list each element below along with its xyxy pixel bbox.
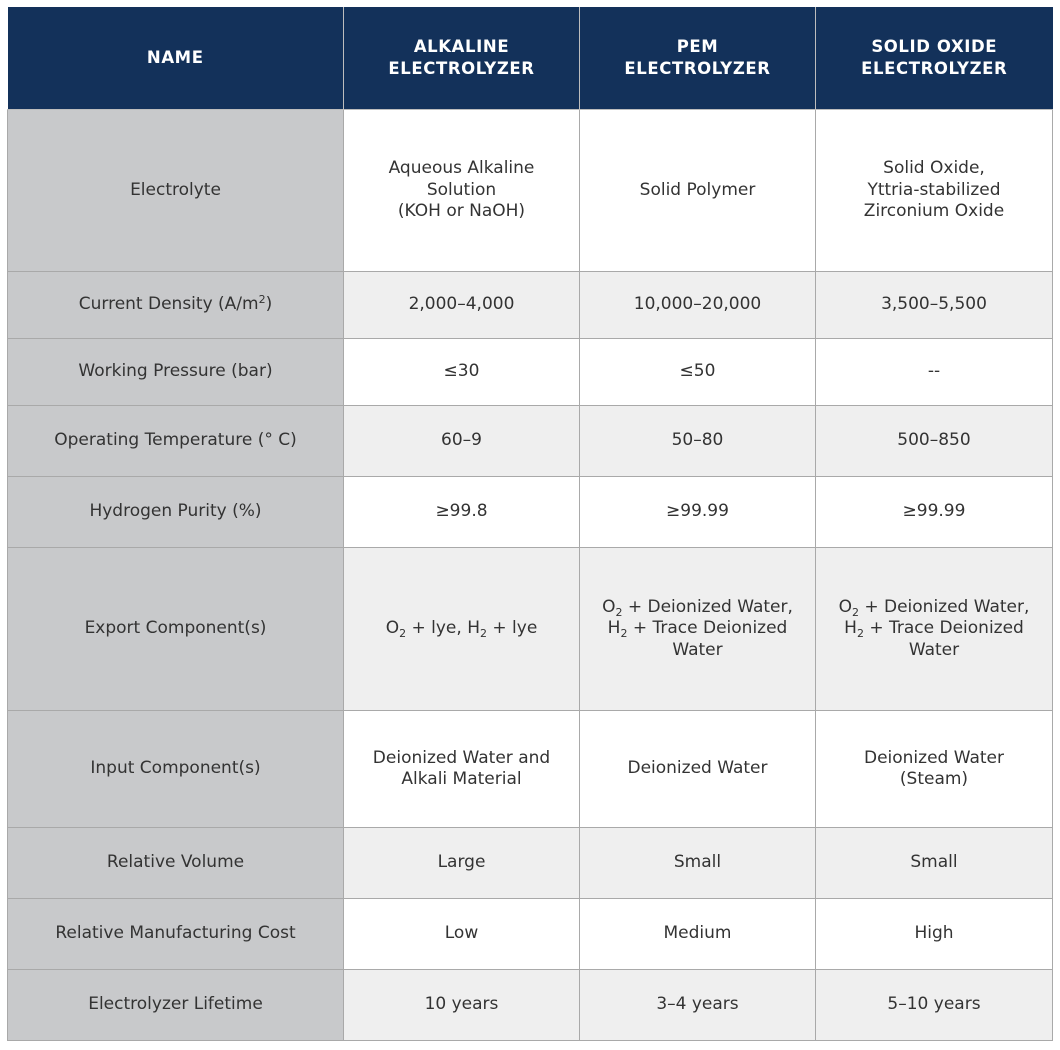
header-pem-line2: ELECTROLYZER (624, 59, 771, 78)
cell-subscript: 2 (851, 605, 859, 619)
cell-alkaline: 60–9 (344, 406, 580, 477)
cell-line: (Steam) (899, 769, 969, 789)
cell-text: + Deionized Water, (858, 596, 1030, 617)
cell-solid-oxide (816, 110, 1053, 272)
cell-text: + lye, H (406, 618, 480, 639)
cell-text: H (607, 618, 621, 639)
cell-alkaline (344, 548, 580, 711)
cell-line: (KOH or NaOH) (397, 201, 526, 222)
cell-solid-oxide: 5–10 years (816, 970, 1053, 1041)
cell-solid-oxide: -- (816, 339, 1053, 406)
table-row-input-components (8, 711, 1053, 828)
cell-solid-oxide: High (816, 899, 1053, 970)
header-name (8, 7, 344, 110)
cell-pem: Small (580, 828, 816, 899)
header-row (8, 7, 1053, 110)
cell-line: Solid Oxide, (883, 158, 985, 179)
cell-text: O (385, 618, 400, 639)
row-label: Relative Volume (8, 828, 344, 899)
row-label: Working Pressure (bar) (8, 339, 344, 406)
cell-subscript: 2 (856, 627, 864, 641)
cell-subscript: 2 (399, 627, 407, 641)
cell-text: + Deionized Water, (622, 596, 793, 617)
cell-solid-oxide: 500–850 (816, 406, 1053, 477)
header-alkaline (344, 7, 580, 110)
table-row-relative-volume (8, 828, 1053, 899)
row-label-text-end: ) (265, 294, 273, 315)
cell-text: + Trace Deionized (863, 618, 1024, 639)
cell-alkaline (344, 110, 580, 272)
row-label: Operating Temperature (° C) (8, 406, 344, 477)
cell-pem (580, 711, 816, 828)
header-name-label: NAME (146, 48, 204, 67)
cell-line: Solution (426, 179, 497, 200)
cell-text: O (838, 596, 852, 617)
cell-line: Zirconium Oxide (863, 201, 1005, 222)
table-row-electrolyzer-lifetime (8, 970, 1053, 1041)
cell-line (590, 597, 805, 619)
cell-subscript: 2 (479, 627, 487, 641)
header-pem-line1: PEM (676, 37, 719, 56)
table-row-operating-temperature (8, 406, 1053, 477)
cell-line (826, 597, 1042, 619)
cell-alkaline: Low (344, 899, 580, 970)
table-row-current-density (8, 272, 1053, 339)
cell-pem: Medium (580, 899, 816, 970)
row-label: Export Component(s) (8, 548, 344, 711)
row-label-text: Current Density (A/m (78, 294, 259, 315)
cell-subscript: 2 (620, 627, 628, 641)
table-row-relative-manufacturing-cost (8, 899, 1053, 970)
header-alkaline-line1: ALKALINE (413, 37, 510, 56)
cell-text: + lye (486, 618, 538, 639)
row-label-superscript: 2 (258, 293, 266, 307)
cell-pem: ≥99.99 (580, 477, 816, 548)
cell-alkaline: ≤30 (344, 339, 580, 406)
cell-text: O (602, 596, 616, 617)
row-label: Electrolyzer Lifetime (8, 970, 344, 1041)
header-pem (580, 7, 816, 110)
row-label: Hydrogen Purity (%) (8, 477, 344, 548)
cell-line: Water (672, 639, 723, 660)
cell-line: Deionized Water (627, 758, 768, 779)
header-solid-oxide-line2: ELECTROLYZER (861, 59, 1008, 78)
cell-line: Solid Polymer (639, 179, 756, 200)
cell-text: + Trace Deionized (627, 618, 788, 639)
row-label: Relative Manufacturing Cost (8, 899, 344, 970)
header-solid-oxide-line1: SOLID OXIDE (871, 37, 998, 56)
cell-pem: 10,000–20,000 (580, 272, 816, 339)
cell-line: Yttria-stabilized (867, 179, 1001, 200)
cell-text: H (844, 618, 857, 639)
row-label (8, 272, 344, 339)
cell-line: Alkali Material (401, 769, 522, 789)
cell-pem: ≤50 (580, 339, 816, 406)
header-alkaline-line2: ELECTROLYZER (388, 59, 535, 78)
cell-pem (580, 548, 816, 711)
row-label: Electrolyte (8, 110, 344, 272)
cell-alkaline: 2,000–4,000 (344, 272, 580, 339)
table-row-electrolyte (8, 110, 1053, 272)
cell-line: Deionized Water (863, 747, 1004, 768)
cell-solid-oxide (816, 711, 1053, 828)
cell-alkaline: Large (344, 828, 580, 899)
cell-solid-oxide (816, 548, 1053, 711)
cell-subscript: 2 (615, 605, 623, 619)
table-row-working-pressure (8, 339, 1053, 406)
cell-pem: 3–4 years (580, 970, 816, 1041)
table-row-export-components (8, 548, 1053, 711)
cell-alkaline (344, 711, 580, 828)
cell-solid-oxide: Small (816, 828, 1053, 899)
cell-pem (580, 110, 816, 272)
cell-solid-oxide: 3,500–5,500 (816, 272, 1053, 339)
cell-line: Water (908, 639, 960, 660)
cell-line (590, 618, 805, 640)
cell-pem: 50–80 (580, 406, 816, 477)
cell-alkaline: 10 years (344, 970, 580, 1041)
cell-line: Aqueous Alkaline (388, 158, 535, 179)
table-row-hydrogen-purity (8, 477, 1053, 548)
row-label: Input Component(s) (8, 711, 344, 828)
cell-line: Deionized Water and (372, 747, 551, 768)
header-solid-oxide (816, 7, 1053, 110)
cell-line (826, 618, 1042, 640)
electrolyzer-comparison-table (7, 7, 1053, 1041)
cell-alkaline: ≥99.8 (344, 477, 580, 548)
cell-solid-oxide: ≥99.99 (816, 477, 1053, 548)
